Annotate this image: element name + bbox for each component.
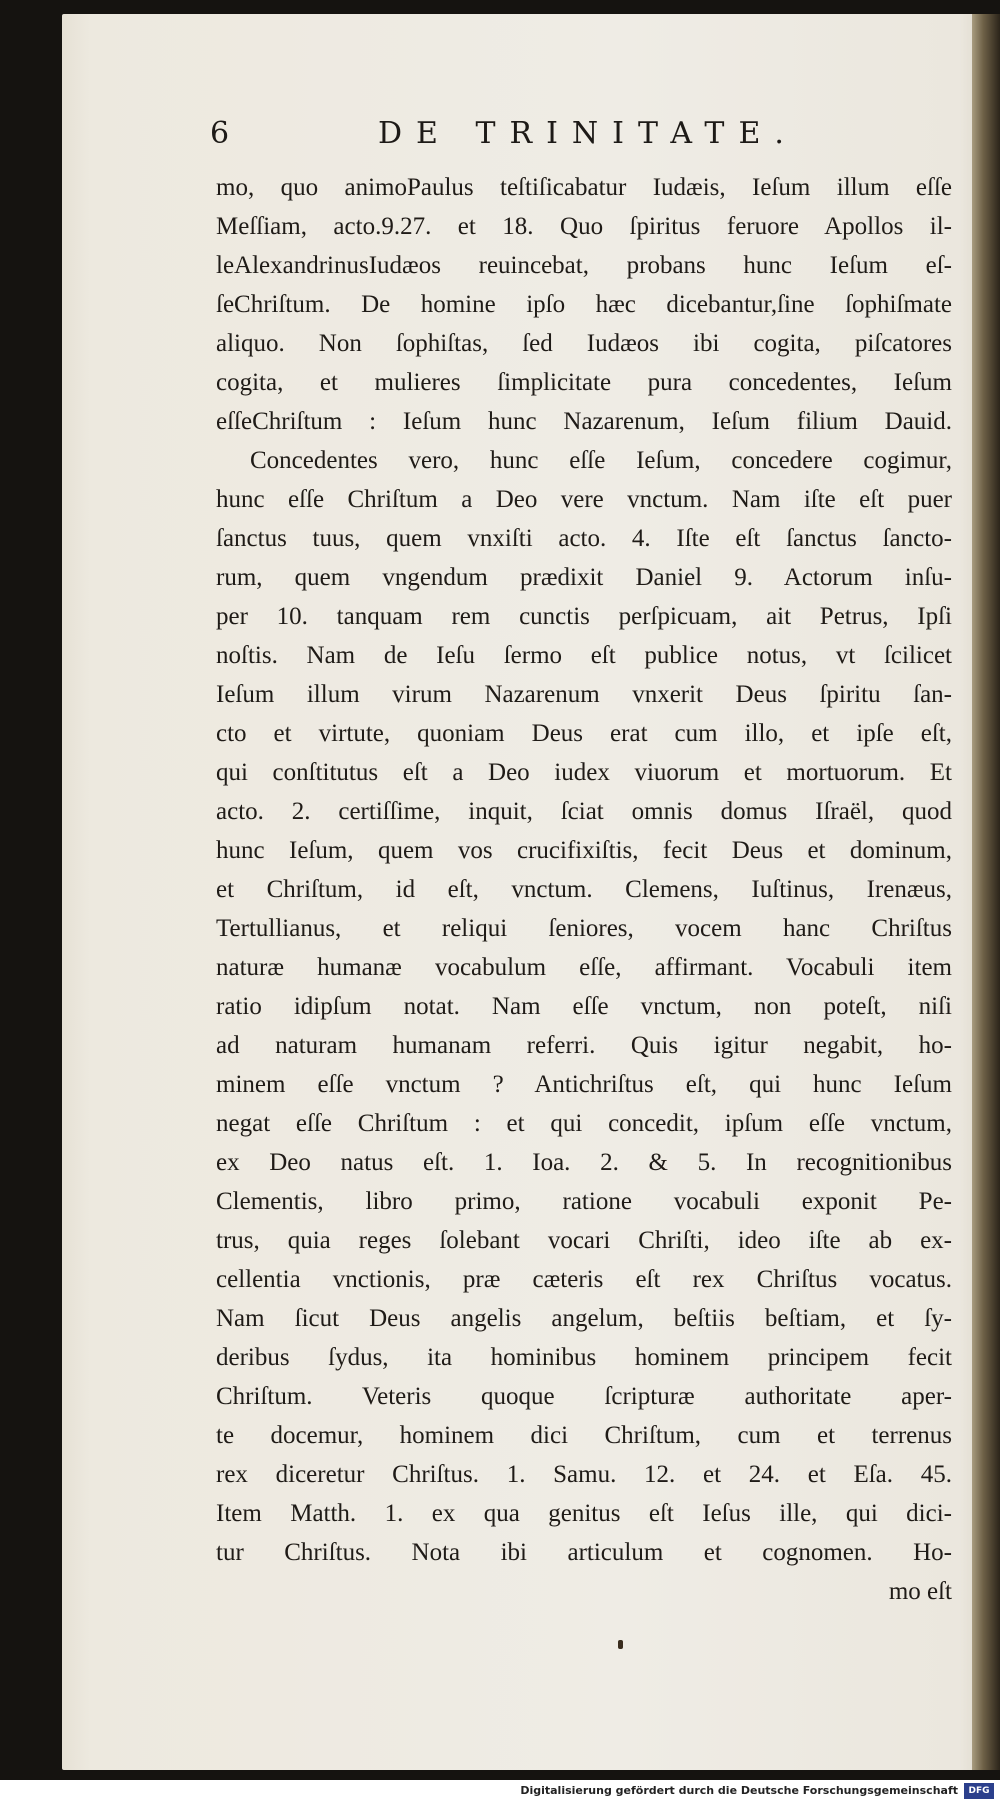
text-line: tur Chriſtus. Nota ibi articulum et cognomen. Ho- <box>216 1539 952 1566</box>
text-line: mo, quo animoPaulus teſtiſicabatur Iudæis, Ieſum illum eſſe <box>216 174 952 201</box>
text-line: te docemur, hominem dici Chriſtum, cum et terrenus <box>216 1422 952 1449</box>
text-line: hunc Ieſum, quem vos crucifixiſtis, fecit Deus et dominum, <box>216 837 952 864</box>
text-line: hunc eſſe Chriſtum a Deo vere vnctum. Nam iſte eſt puer <box>216 486 952 513</box>
ink-speck <box>618 1640 623 1649</box>
text-line: ſanctus tuus, quem vnxiſti acto. 4. Iſte eſt ſanctus ſancto- <box>216 525 952 552</box>
text-block <box>216 168 952 1611</box>
text-line: cogita, et mulieres ſimplicitate pura concedentes, Ieſum <box>216 369 952 396</box>
text-line: Tertullianus, et reliqui ſeniores, vocem hanc Chriſtus <box>216 915 952 942</box>
funding-credit: Digitalisierung gefördert durch die Deutsche Forschungsgemeinschaft <box>520 1784 958 1797</box>
text-line: negat eſſe Chriſtum : et qui concedit, ipſum eſſe vnctum, <box>216 1110 952 1137</box>
text-line: cellentia vnctionis, præ cæteris eſt rex Chriſtus vocatus. <box>216 1266 952 1293</box>
footer-bar <box>0 1780 1000 1803</box>
text-line: Nam ſicut Deus angelis angelum, beſtiis beſtiam, et ſy- <box>216 1305 952 1332</box>
text-line: ex Deo natus eſt. 1. Ioa. 2. & 5. In recognitionibus <box>216 1149 952 1176</box>
text-line: ad naturam humanam referri. Quis igitur negabit, ho- <box>216 1032 952 1059</box>
dfg-logo: DFG <box>964 1783 994 1799</box>
text-line: leAlexandrinusIudæos reuincebat, probans hunc Ieſum eſ- <box>216 252 952 279</box>
text-line: rex diceretur Chriſtus. 1. Samu. 12. et 24. et Eſa. 45. <box>216 1461 952 1488</box>
running-title: DE TRINITATE. <box>378 116 798 151</box>
catchword: mo eſt <box>888 1578 952 1605</box>
text-line: Concedentes vero, hunc eſſe Ieſum, concedere cogimur, <box>250 447 952 474</box>
text-line: eſſeChriſtum : Ieſum hunc Nazarenum, Ieſum filium Dauid. <box>216 408 952 435</box>
text-line: per 10. tanquam rem cunctis perſpicuam, ait Petrus, Ipſi <box>216 603 952 630</box>
text-line: qui conſtitutus eſt a Deo iudex viuorum et mortuorum. Et <box>216 759 952 786</box>
text-line: rum, quem vngendum prædixit Daniel 9. Actorum inſu- <box>216 564 952 591</box>
page-edge <box>972 14 1000 1770</box>
text-line: deribus ſydus, ita hominibus hominem principem fecit <box>216 1344 952 1371</box>
text-line: trus, quia reges ſolebant vocari Chriſti, ideo iſte ab ex- <box>216 1227 952 1254</box>
text-line: Item Matth. 1. ex qua genitus eſt Ieſus ille, qui dici- <box>216 1500 952 1527</box>
text-line: minem eſſe vnctum ? Antichriſtus eſt, qui hunc Ieſum <box>216 1071 952 1098</box>
text-line: Chriſtum. Veteris quoque ſcripturæ authoritate aper- <box>216 1383 952 1410</box>
text-line: naturæ humanæ vocabulum eſſe, affirmant. Vocabuli item <box>216 954 952 981</box>
page-number: 6 <box>210 116 230 151</box>
text-line: cto et virtute, quoniam Deus erat cum illo, et ipſe eſt, <box>216 720 952 747</box>
running-head <box>210 112 960 156</box>
text-line: Ieſum illum virum Nazarenum vnxerit Deus ſpiritu ſan- <box>216 681 952 708</box>
text-line: Meſſiam, acto.9.27. et 18. Quo ſpiritus feruore Apollos il- <box>216 213 952 240</box>
text-line: ſeChriſtum. De homine ipſo hæc dicebantur,ſine ſophiſmate <box>216 291 952 318</box>
text-line: ratio idipſum notat. Nam eſſe vnctum, non poteſt, niſi <box>216 993 952 1020</box>
text-line: aliquo. Non ſophiſtas, ſed Iudæos ibi cogita, piſcatores <box>216 330 952 357</box>
text-line: noſtis. Nam de Ieſu ſermo eſt publice notus, vt ſcilicet <box>216 642 952 669</box>
text-line: Clementis, libro primo, ratione vocabuli exponit Pe- <box>216 1188 952 1215</box>
text-line: et Chriſtum, id eſt, vnctum. Clemens, Iuſtinus, Irenæus, <box>216 876 952 903</box>
text-line: acto. 2. certiſſime, inquit, ſciat omnis domus Iſraël, quod <box>216 798 952 825</box>
